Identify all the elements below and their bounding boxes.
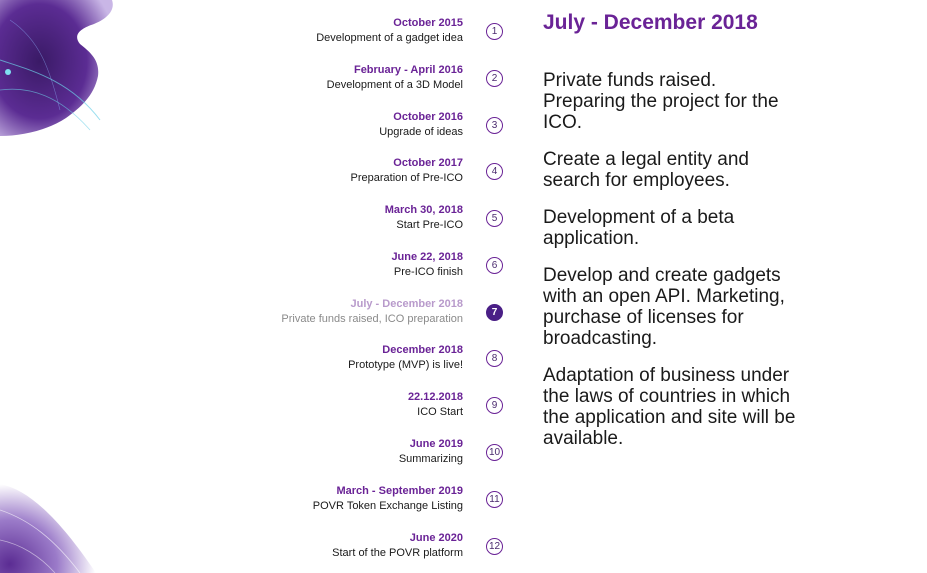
timeline-item-8[interactable]	[240, 343, 510, 383]
timeline-date: October 2015	[393, 17, 463, 29]
timeline-description: Start Pre-ICO	[396, 219, 463, 231]
timeline-description: Pre-ICO finish	[393, 266, 463, 278]
timeline-number-badge[interactable]: 11	[486, 491, 503, 508]
detail-title: July - December 2018	[543, 11, 758, 34]
timeline-number-badge[interactable]: 8	[486, 350, 503, 367]
timeline-date: July - December 2018	[350, 298, 463, 310]
timeline-number-badge[interactable]: 5	[486, 210, 503, 227]
timeline-date: October 2017	[393, 157, 463, 169]
timeline-date: March 30, 2018	[384, 204, 463, 216]
timeline-description: Prototype (MVP) is live!	[348, 359, 463, 371]
timeline-description: Upgrade of ideas	[379, 126, 463, 138]
timeline-item-7-active[interactable]	[240, 297, 510, 337]
timeline-number-badge[interactable]: 9	[486, 397, 503, 414]
timeline-number-badge[interactable]: 3	[486, 117, 503, 134]
timeline-number-badge[interactable]: 2	[486, 70, 503, 87]
timeline-description: Development of a gadget idea	[316, 32, 463, 44]
detail-paragraph: Create a legal entity and search for employees.	[543, 149, 749, 191]
detail-paragraph: Private funds raised. Preparing the project for the ICO.	[543, 70, 779, 133]
timeline-item-text	[233, 110, 463, 140]
timeline-item-10[interactable]	[240, 437, 510, 477]
timeline-item-text	[233, 156, 463, 186]
timeline-number-badge[interactable]: 1	[486, 23, 503, 40]
timeline-item-12[interactable]	[240, 531, 510, 571]
detail-paragraph: Development of a beta application.	[543, 207, 735, 249]
timeline-number-badge[interactable]: 6	[486, 257, 503, 274]
timeline-item-text	[233, 437, 463, 467]
timeline-description: Development of a 3D Model	[326, 79, 463, 91]
timeline-description: Preparation of Pre-ICO	[350, 172, 463, 184]
timeline-item-text	[233, 297, 463, 327]
timeline-date: February - April 2016	[353, 64, 463, 76]
timeline-item-9[interactable]	[240, 390, 510, 430]
timeline-item-text	[233, 250, 463, 280]
timeline-date: March - September 2019	[336, 485, 463, 497]
timeline-description: Private funds raised, ICO preparation	[281, 313, 463, 325]
timeline-item-text	[233, 16, 463, 46]
detail-paragraph: Adaptation of business under the laws of countries in which the application and site will be available.	[543, 365, 796, 449]
decorative-shape-image	[0, 470, 110, 573]
timeline-number-badge[interactable]: 4	[486, 163, 503, 180]
roadmap-detail-panel	[543, 10, 803, 455]
timeline-item-2[interactable]	[240, 63, 510, 103]
decorative-face-image	[0, 0, 120, 140]
timeline-item-4[interactable]	[240, 156, 510, 196]
timeline-description: POVR Token Exchange Listing	[312, 500, 463, 512]
timeline-description: Start of the POVR platform	[332, 547, 463, 559]
timeline-item-text	[233, 203, 463, 233]
timeline-date: December 2018	[382, 344, 463, 356]
timeline-item-3[interactable]	[240, 110, 510, 150]
timeline-item-text	[233, 343, 463, 373]
timeline-number-badge-active[interactable]: 7	[486, 304, 503, 321]
timeline-item-11[interactable]	[240, 484, 510, 524]
timeline-number-badge[interactable]: 12	[486, 538, 503, 555]
roadmap-timeline	[240, 0, 510, 573]
timeline-number-badge[interactable]: 10	[486, 444, 503, 461]
timeline-description: Summarizing	[398, 453, 463, 465]
timeline-date: June 2020	[409, 532, 463, 544]
timeline-description: ICO Start	[417, 406, 463, 418]
detail-paragraph: Develop and create gadgets with an open API. Marketing, purchase of licenses for broadcasting.	[543, 265, 785, 349]
timeline-date: June 2019	[409, 438, 463, 450]
timeline-date: June 22, 2018	[391, 251, 463, 263]
timeline-item-5[interactable]	[240, 203, 510, 243]
timeline-date: 22.12.2018	[407, 391, 463, 403]
timeline-item-text	[233, 531, 463, 561]
timeline-item-text	[233, 63, 463, 93]
timeline-item-1[interactable]	[240, 16, 510, 56]
timeline-item-text	[233, 390, 463, 420]
timeline-item-text	[233, 484, 463, 514]
timeline-item-6[interactable]	[240, 250, 510, 290]
timeline-date: October 2016	[393, 111, 463, 123]
